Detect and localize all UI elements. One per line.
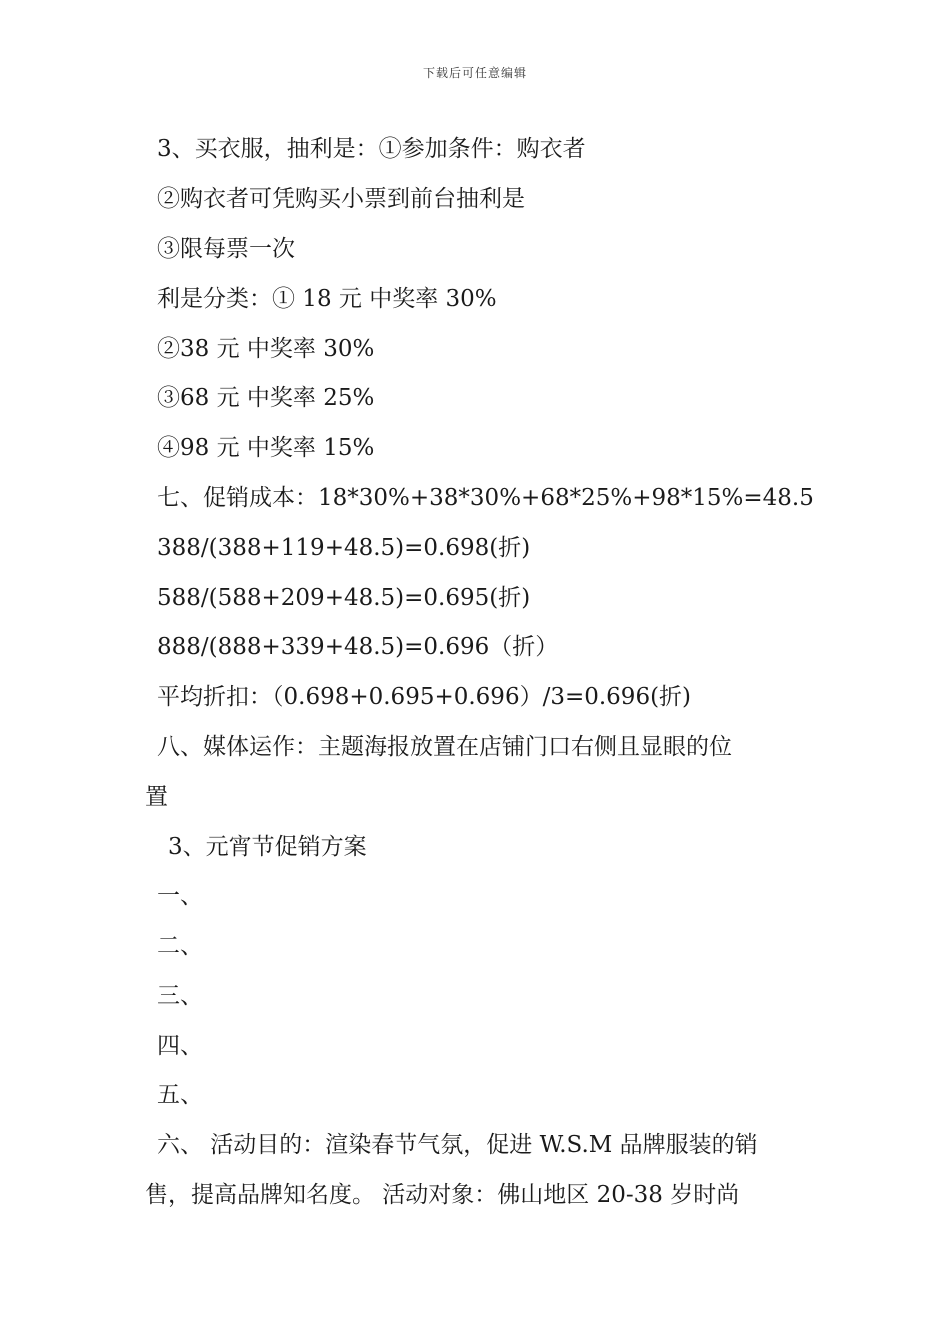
section-heading: 3、元宵节促销方案 [168,834,367,860]
text-line: 588/(588+209+48.5)=0.695(折) [157,585,531,611]
text-line: 3、买衣服，抽利是：①参加条件：购衣者 [157,136,586,162]
text-line: 二、 [157,933,203,959]
text-line: 七、促销成本：18*30%+38*30%+68*25%+98*15%=48.5 [157,485,814,511]
text-line: 六、 活动目的：渲染春节气氛，促进 W.S.M 品牌服装的销 [157,1132,758,1158]
text-line: ②购衣者可凭购买小票到前台抽利是 [157,186,525,212]
text-line: 四、 [157,1033,203,1059]
text-line: 利是分类：① 18 元 中奖率 30% [157,286,497,312]
text-line: ②38 元 中奖率 30% [157,336,375,362]
text-line: 平均折扣：（0.698+0.695+0.696）/3=0.696(折) [157,684,692,710]
header-note: 下载后可任意编辑 [422,66,527,80]
text-line: 八、媒体运作：主题海报放置在店铺门口右侧且显眼的位 [157,734,732,760]
text-line: ③限每票一次 [157,236,295,262]
text-line: 三、 [157,983,203,1009]
text-line: 置 [145,784,168,810]
text-line: ③68 元 中奖率 25% [157,385,375,411]
text-line: 388/(388+119+48.5)=0.698(折) [157,535,531,561]
text-line: 五、 [157,1082,203,1108]
text-line: ④98 元 中奖率 15% [157,435,375,461]
text-line: 一、 [157,883,203,909]
text-line: 888/(888+339+48.5)=0.696（折） [157,634,559,660]
text-line: 售，提高品牌知名度。 活动对象：佛山地区 20-38 岁时尚 [145,1182,740,1208]
